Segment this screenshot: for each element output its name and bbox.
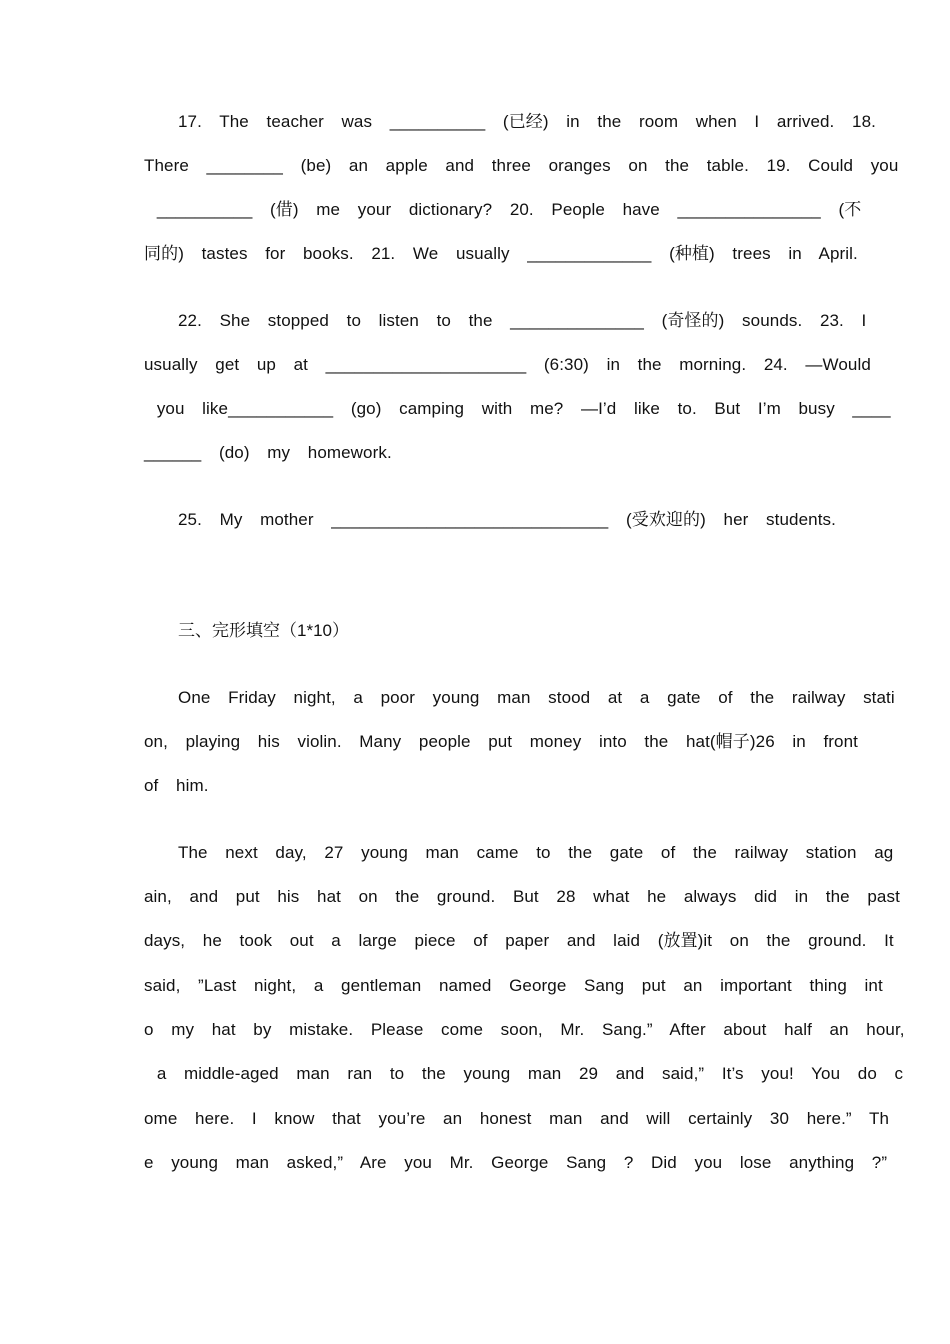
q19-line-3: __________ (借) me your dictionary? 20. People have _______________ (不 [148, 200, 862, 219]
section-heading-cloze: 三、完形填空（1*10） [178, 621, 349, 640]
q23-line-2: usually get up at _____________________ (6:30) in the morning. 24. —Would [144, 355, 871, 374]
q25-line-1: 25. My mother _____________________________ (受欢迎的) her students. [178, 510, 836, 529]
cloze-para2-line-3: days, he took out a large piece of paper and laid (放置)it on the ground. It [144, 931, 894, 950]
cloze-para2-line-2: ain, and put his hat on the ground. But 28 what he always did in the past [144, 887, 900, 906]
cloze-para2-line-1: The next day, 27 young man came to the gate of the railway station ag [178, 843, 894, 862]
cloze-para2-line-4: said, ”Last night, a gentleman named George Sang put an important thing int [144, 976, 883, 995]
cloze-para1-line-1: One Friday night, a poor young man stood at a gate of the railway stati [178, 688, 895, 707]
q18-line-2: There ________ (be) an apple and three oranges on the table. 19. Could you [144, 156, 899, 175]
cloze-para1-line-2: on, playing his violin. Many people put money into the hat(帽子)26 in front [144, 732, 858, 751]
q24-line-3: you like___________ (go) camping with me? —I’d like to. But I’m busy ____ [148, 399, 891, 418]
q24-line-4: ______ (do) my homework. [144, 443, 392, 462]
cloze-para2-line-6: a middle-aged man ran to the young man 29 and said,” It’s you! You do c [148, 1064, 904, 1083]
cloze-para2-line-5: o my hat by mistake. Please come soon, Mr. Sang.” After about half an hour, [144, 1020, 905, 1039]
q20-line-4: 同的) tastes for books. 21. We usually _____________ (种植) trees in April. [144, 244, 858, 263]
cloze-para1-line-3: of him. [144, 776, 209, 795]
q17-line-1: 17. The teacher was __________ (已经) in the room when I arrived. 18. [178, 112, 876, 131]
q22-line-1: 22. She stopped to listen to the ______________ (奇怪的) sounds. 23. I [178, 311, 867, 330]
cloze-para2-line-8: e young man asked,” Are you Mr. George Sang ? Did you lose anything ?” [144, 1153, 888, 1172]
cloze-para2-line-7: ome here. I know that you’re an honest man and will certainly 30 here.” Th [144, 1109, 890, 1128]
